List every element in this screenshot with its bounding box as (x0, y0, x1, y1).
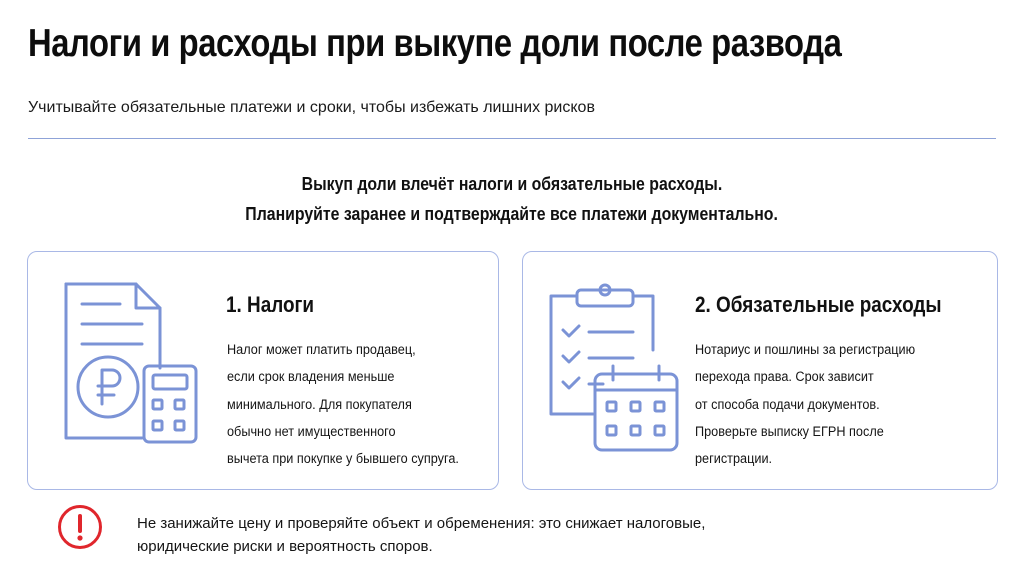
card-body-line: обычно нет имущественного (227, 423, 396, 439)
lead-line-1: Выкуп доли влечёт налоги и обязательные расходы. (301, 174, 723, 194)
card-body-line: минимального. Для покупателя (227, 396, 412, 412)
card-body-line: Нотариус и пошлины за регистрацию (695, 342, 916, 357)
lead-line-2: Планируйте заранее и подтверждайте все платежи документально. (245, 204, 779, 224)
header-divider (28, 138, 996, 139)
card-body-taxes (227, 336, 474, 472)
exclamation-circle-icon (56, 503, 104, 551)
card-taxes (27, 251, 499, 490)
warning-text (137, 512, 705, 558)
card-title-expenses: 2. Обязательные расходы (695, 292, 942, 317)
warning-line-2: юридические риски и вероятность споров. (137, 538, 433, 555)
card-title-taxes: 1. Налоги (226, 292, 315, 317)
card-expenses (522, 251, 998, 490)
card-body-line: регистрации. (695, 451, 773, 467)
card-body-line: если срок владения меньше (227, 369, 395, 385)
card-body-line: Налог может платить продавец, (227, 342, 416, 357)
card-body-line: от способа подачи документов. (695, 396, 880, 412)
card-body-expenses (695, 336, 929, 472)
card-body-line: вычета при покупке у бывшего супруга. (227, 451, 459, 467)
clipboard-checklist-calendar-icon (545, 282, 680, 454)
warning-line-1: Не занижайте цену и проверяйте объект и обременения: это снижает налоговые, (137, 515, 706, 532)
tax-document-ruble-calculator-icon (58, 280, 198, 450)
page-title: Налоги и расходы при выкупе доли после развода (28, 22, 842, 65)
card-body-line: перехода права. Срок зависит (695, 369, 874, 385)
card-body-line: Проверьте выписку ЕГРН после (695, 423, 884, 439)
page-subtitle: Учитывайте обязательные платежи и сроки, чтобы избежать лишних рисков (28, 99, 595, 116)
